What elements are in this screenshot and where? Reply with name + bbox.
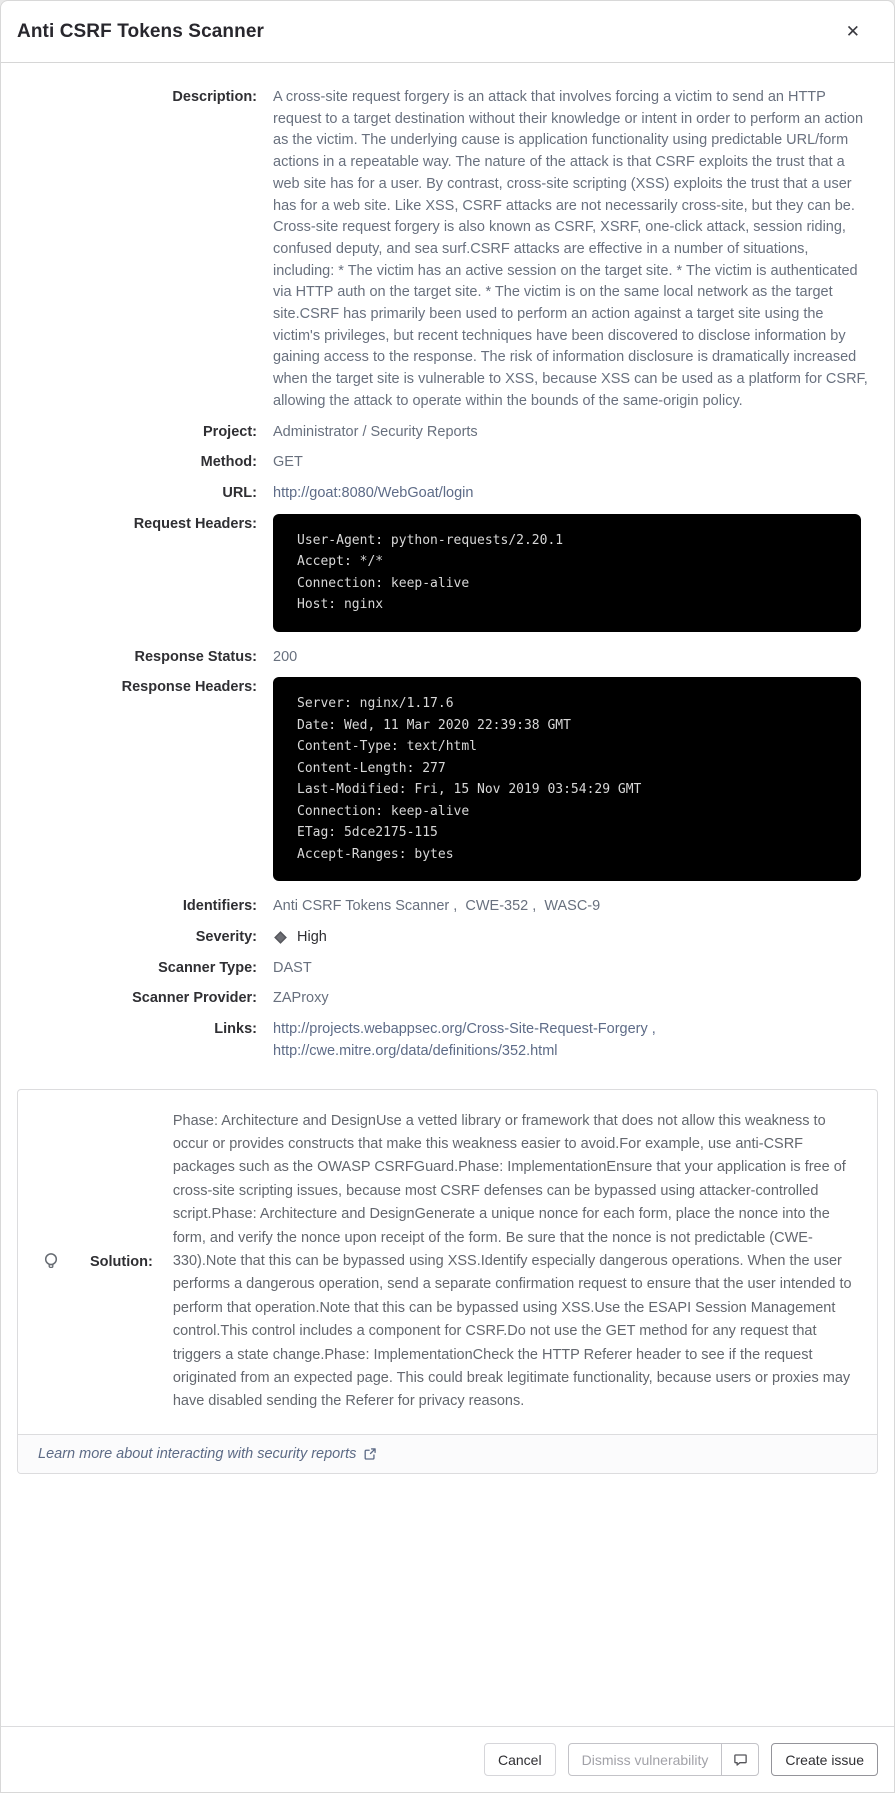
scanner-type-label: Scanner Type: [158,959,257,976]
code-line: User-Agent: python-requests/2.20.1 [297,532,564,548]
description-value: A cross-site request forgery is an attack that involves forcing a victim to send an HTTP request to a target destination without their knowledge or intent in order to perform an action as the victim. The underlying cause is application functionality using predictable URL/form actions in a repeatable way. The nature of the attack is that CSRF exploits the trust that a web site has for a user. By contrast, cross-site scripting (XSS) exploits the trust that a user has for a web site. Like XSS, CSRF attacks are not necessarily cross-site, but they can be. Cross-site request forgery is also known as CSRF, XSRF, one-click attack, session riding, confused deputy, and sea surf.CSRF attacks are effective in a number of situations, including: * The victim has an active session on the target site. * The victim is authenticated via HTTP auth on the target site. * The victim is on the same local network as the target site.CSRF has primarily been used to perform an action against a target site using the victim's privileges, but recent techniques have been discovered to disclose information by gaining access to the response. The risk of information disclosure is dramatically increased when the target site is vulnerable to XSS, because XSS can be used as a platform for CSRF, allowing the attack to operate within the bounds of the same-origin policy. [273,89,868,409]
response-headers-row [17,677,878,881]
project-value: Administrator / Security Reports [273,423,478,440]
reference-link[interactable]: http://cwe.mitre.org/data/definitions/352.html [273,1042,558,1059]
severity-value: High [297,929,327,946]
identifier-link[interactable]: Anti CSRF Tokens Scanner , [273,898,465,914]
learn-more-text: Learn more about interacting with security reports [38,1445,357,1462]
external-link-icon [363,1447,377,1461]
scanner-provider-row [17,988,878,1010]
learn-more-link[interactable] [38,1446,377,1462]
solution-text: Phase: Architecture and DesignUse a vetted library or framework that does not allow this weakness to occur or provides constructs that make this weakness easier to avoid.For example, use anti-CSRF packages such as the OWASP CSRFGuard.Phase: ImplementationEnsure that your application is free of cross-site scripting issues, because most CSRF defenses can be bypassed using attacker-controlled script.Phase: Architecture and DesignGenerate a unique nonce for each form, place the nonce into the form, and verify the nonce upon receipt of the form. Be sure that the nonce is not predictable (CWE-330).Note that this can be bypassed using XSS.Identify especially dangerous operations. When the user performs a dangerous operation, send a separate confirmation request to ensure that the user intended to perform that operation.Note that this can be bypassed using XSS.Use the ESAPI Session Management control.This control includes a component for CSRF.Do not use the GET method for any request that triggers a state change.Phase: ImplementationCheck the HTTP Referer header to see if the request originated from an expected page. This could break legitimate functionality, because users or proxies may have disabled sending the Referer for privacy reasons. [172,1112,852,1410]
code-line: ETag: 5dce2175-115 [297,825,438,841]
method-label: Method: [200,454,257,471]
identifier-link[interactable]: CWE-352 , [465,898,544,914]
close-icon[interactable]: ✕ [838,19,868,44]
links-value [273,1019,868,1062]
url-row [17,483,878,505]
identifier-link[interactable]: WASC-9 [544,898,601,915]
code-line: Date: Wed, 11 Mar 2020 22:39:38 GMT [297,717,571,733]
dismiss-comment-button[interactable] [721,1744,758,1775]
lightbulb-icon [42,1252,60,1271]
request-headers-label: Request Headers: [133,515,257,532]
url-link[interactable]: http://goat:8080/WebGoat/login [273,484,474,501]
modal-header [1,1,894,63]
modal-footer [1,1726,894,1792]
solution-footer [18,1434,877,1473]
code-line: Last-Modified: Fri, 15 Nov 2019 03:54:29 GMT [297,782,642,798]
severity-row [17,927,878,949]
code-line: Accept-Ranges: bytes [297,846,454,862]
severity-label: Severity: [195,929,257,946]
response-headers-code-block [273,677,861,881]
links-label: Links: [214,1021,257,1038]
identifiers-label: Identifiers: [182,898,257,915]
comment-icon [733,1752,748,1767]
solution-main [18,1090,877,1434]
solution-box [17,1089,878,1474]
dismiss-vulnerability-button[interactable]: Dismiss vulnerability [569,1744,722,1775]
request-headers-code-block [273,514,861,632]
severity-high-icon [273,930,288,945]
links-row [17,1019,878,1062]
scanner-type-row [17,958,878,980]
method-value: GET [273,454,303,471]
code-line: Connection: keep-alive [297,803,470,819]
code-line: Content-Length: 277 [297,760,446,776]
request-headers-row [17,514,878,632]
project-row [17,422,878,444]
code-line: Server: nginx/1.17.6 [297,696,454,712]
response-status-value: 200 [273,648,298,665]
url-label: URL: [222,484,257,501]
method-row [17,452,878,474]
modal-title: Anti CSRF Tokens Scanner [17,20,264,42]
response-status-row [17,647,878,669]
code-line: Content-Type: text/html [297,739,478,755]
identifiers-value [273,896,868,918]
scanner-provider-label: Scanner Provider: [132,990,257,1007]
code-line: Accept: */* [297,554,384,570]
reference-link[interactable]: http://projects.webappsec.org/Cross-Site-Request-Forgery , [273,1019,868,1041]
code-line: Host: nginx [297,597,384,613]
modal-body [1,63,894,1726]
identifiers-row [17,896,878,918]
solution-label: Solution: [90,1253,153,1270]
scanner-type-value: DAST [273,959,312,976]
description-label: Description: [172,89,257,105]
code-line: Connection: keep-alive [297,575,470,591]
scanner-provider-value: ZAProxy [273,990,329,1007]
response-headers-label: Response Headers: [121,679,257,696]
description-row [17,87,878,413]
response-status-label: Response Status: [134,648,257,665]
project-label: Project: [203,423,257,440]
create-issue-button[interactable]: Create issue [771,1743,878,1776]
dismiss-split-button [568,1743,760,1776]
cancel-button[interactable]: Cancel [484,1743,556,1776]
